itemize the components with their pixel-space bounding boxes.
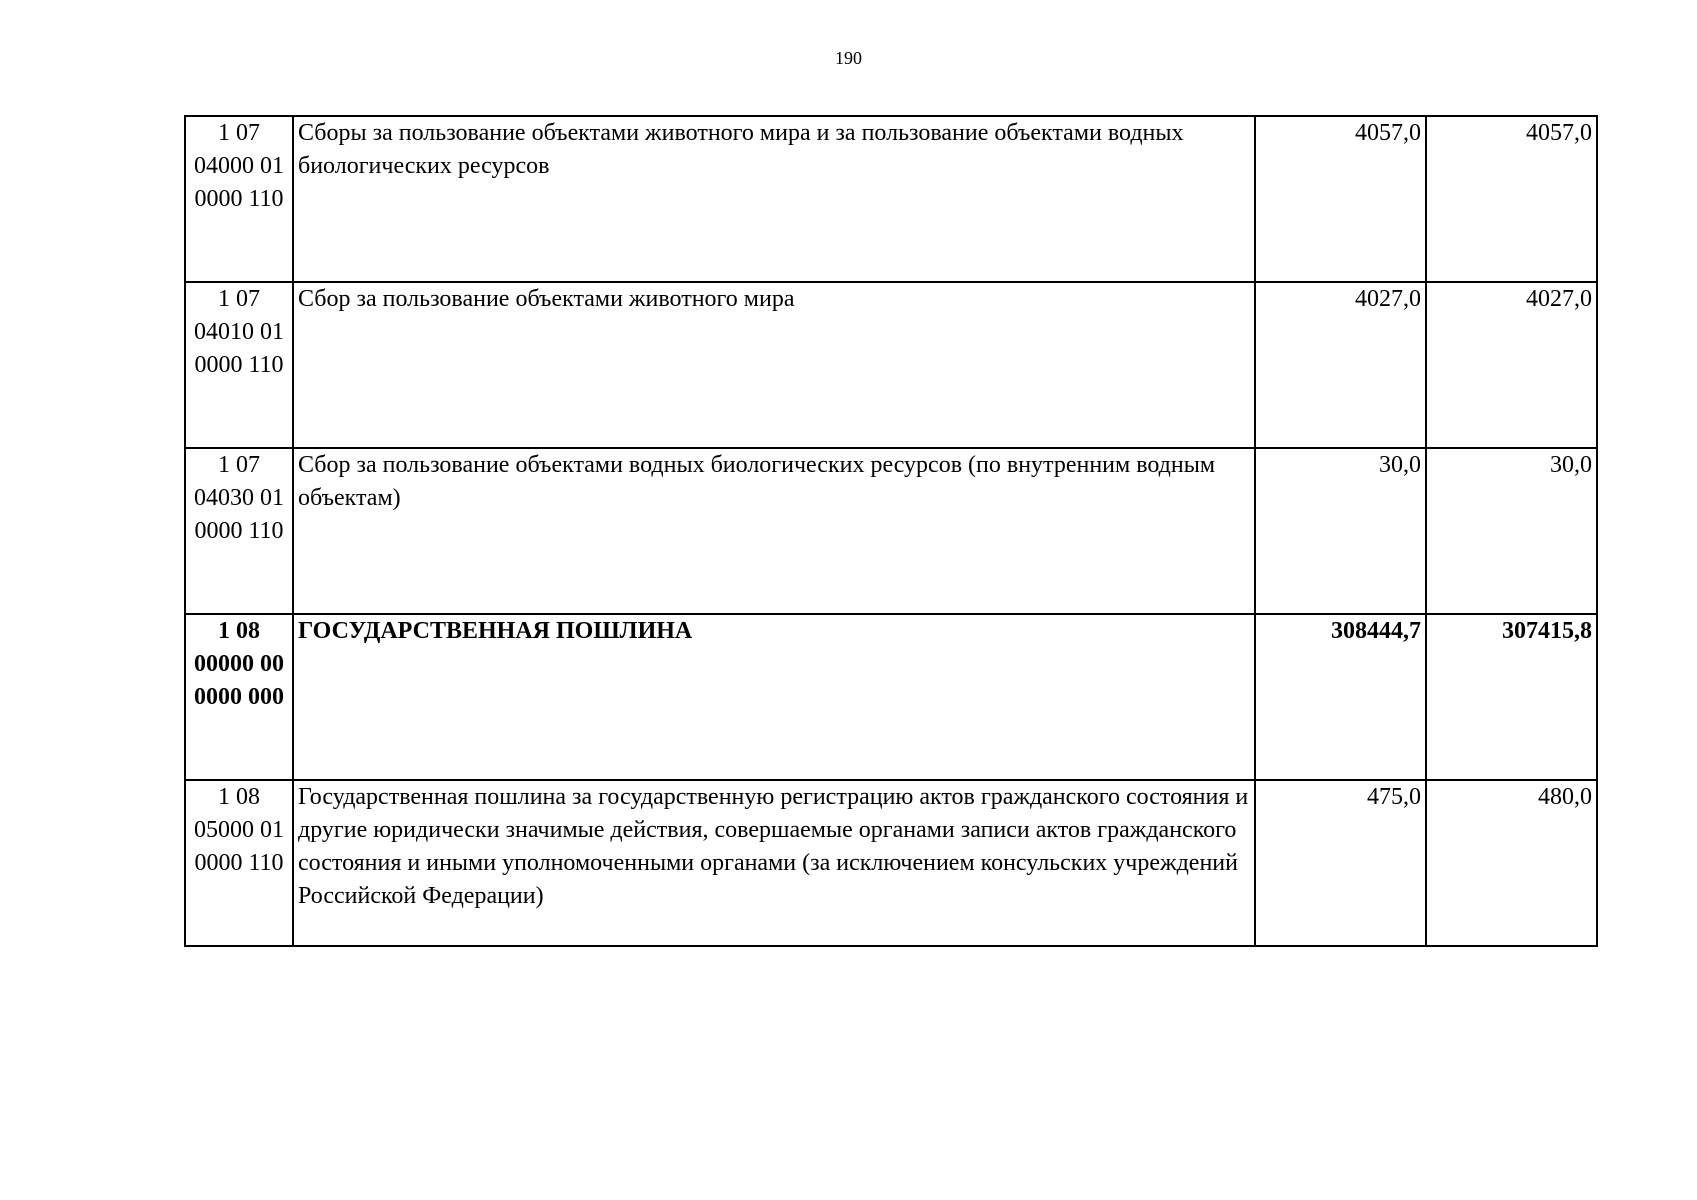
value-cell-year-2: 307415,8 (1426, 614, 1597, 780)
value-cell-year-2: 4027,0 (1426, 282, 1597, 448)
table-row (185, 116, 1597, 282)
value-cell-year-1: 4057,0 (1255, 116, 1426, 282)
value-cell-year-2: 4057,0 (1426, 116, 1597, 282)
table-row (185, 282, 1597, 448)
code-line: 0000 110 (194, 186, 284, 212)
table-row (185, 780, 1597, 946)
description-cell: Сборы за пользование объектами животного мира и за пользование объектами водных биологических ресурсов (293, 116, 1255, 282)
code-line: 1 07 (218, 452, 260, 478)
code-line: 1 08 (218, 784, 260, 810)
code-line: 1 07 (218, 120, 260, 146)
code-line: 04030 01 (194, 485, 284, 511)
code-line: 1 08 (218, 618, 260, 644)
budget-code-cell (185, 116, 293, 282)
code-line: 1 07 (218, 286, 260, 312)
page-number: 190 (835, 48, 862, 68)
table-row (185, 448, 1597, 614)
description-cell: Государственная пошлина за государственную регистрацию актов гражданского состояния и другие юридически значимые действия, совершаемые органами записи актов гражданского состояния и иными уполномоченными органами (за исключением консульских учреждений Российской Федерации) (293, 780, 1255, 946)
budget-table (184, 115, 1598, 947)
code-line: 04000 01 (194, 153, 284, 179)
table-row-section-header (185, 614, 1597, 780)
value-cell-year-2: 30,0 (1426, 448, 1597, 614)
value-cell-year-1: 308444,7 (1255, 614, 1426, 780)
budget-code-cell (185, 282, 293, 448)
budget-code-cell (185, 448, 293, 614)
value-cell-year-1: 4027,0 (1255, 282, 1426, 448)
description-cell: Сбор за пользование объектами животного мира (293, 282, 1255, 448)
description-cell: Сбор за пользование объектами водных биологических ресурсов (по внутренним водным объектам) (293, 448, 1255, 614)
description-cell: ГОСУДАРСТВЕННАЯ ПОШЛИНА (293, 614, 1255, 780)
code-line: 0000 110 (194, 352, 284, 378)
value-cell-year-1: 475,0 (1255, 780, 1426, 946)
value-cell-year-2: 480,0 (1426, 780, 1597, 946)
code-line: 05000 01 (194, 817, 284, 843)
code-line: 04010 01 (194, 319, 284, 345)
value-cell-year-1: 30,0 (1255, 448, 1426, 614)
budget-code-cell (185, 614, 293, 780)
code-line: 0000 000 (194, 684, 284, 710)
code-line: 00000 00 (194, 651, 284, 677)
budget-code-cell (185, 780, 293, 946)
code-line: 0000 110 (194, 518, 284, 544)
code-line: 0000 110 (194, 850, 284, 876)
